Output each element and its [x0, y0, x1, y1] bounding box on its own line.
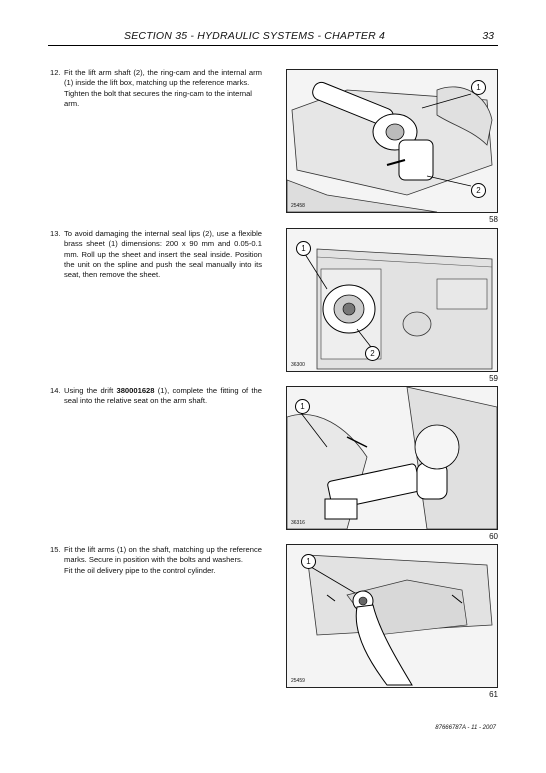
step-14 [50, 386, 262, 407]
step-text: Using the drift 380001628 (1), complete the fitting of the seal into the relative seat on the arm shaft. [64, 386, 262, 406]
figure-59-number: 59 [489, 374, 498, 383]
callout-1: 1 [295, 399, 310, 414]
figure-59-illustration [286, 228, 498, 372]
part-number: 380001628 [116, 386, 155, 395]
header-rule [48, 45, 498, 46]
page-header [48, 30, 498, 44]
callout-1: 1 [471, 80, 486, 95]
figure-61-illustration [286, 544, 498, 688]
step-number: 15. [50, 545, 61, 554]
figure-code: 36300 [291, 362, 305, 368]
callout-1: 1 [296, 241, 311, 256]
step-number: 12. [50, 68, 61, 77]
step-extra-text: Tighten the bolt that secures the ring-cam to the internal arm. [64, 88, 252, 108]
figure-code: 25459 [291, 678, 305, 684]
callout-1: 1 [301, 554, 316, 569]
step-12 [50, 68, 262, 109]
page-number: 33 [482, 30, 494, 42]
step-number: 14. [50, 386, 61, 395]
step-15 [50, 545, 262, 576]
figure-58-number: 58 [489, 215, 498, 224]
step-text: Fit the lift arm shaft (2), the ring-cam and the internal arm (1) inside the lift box, matching up the reference marks. [64, 68, 262, 88]
step-number: 13. [50, 229, 61, 238]
document-reference: 87666787A - 11 - 2007 [435, 725, 496, 731]
step-extra-text: Fit the oil delivery pipe to the control cylinder. [64, 565, 216, 575]
figure-code: 36316 [291, 520, 305, 526]
step-text: To avoid damaging the internal seal lips (2), use a flexible brass sheet (1) dimensions: 200 x 90 mm and 0.05-0.1 mm. Roll up the sheet and insert the seal inside. Position the unit on the spline and push the seal manually into its seat, then remove the sheet. [64, 229, 262, 280]
figure-60-number: 60 [489, 532, 498, 541]
section-title: SECTION 35 - HYDRAULIC SYSTEMS - CHAPTER 4 [124, 30, 386, 42]
figure-60-illustration [286, 386, 498, 530]
step-text: Fit the lift arms (1) on the shaft, matching up the reference marks. Secure in position with the bolts and washers. [64, 545, 262, 565]
figure-code: 25458 [291, 203, 305, 209]
callout-2: 2 [471, 183, 486, 198]
figure-61-number: 61 [489, 690, 498, 699]
callout-2: 2 [365, 346, 380, 361]
step-13 [50, 229, 262, 280]
figure-58-illustration [286, 69, 498, 213]
